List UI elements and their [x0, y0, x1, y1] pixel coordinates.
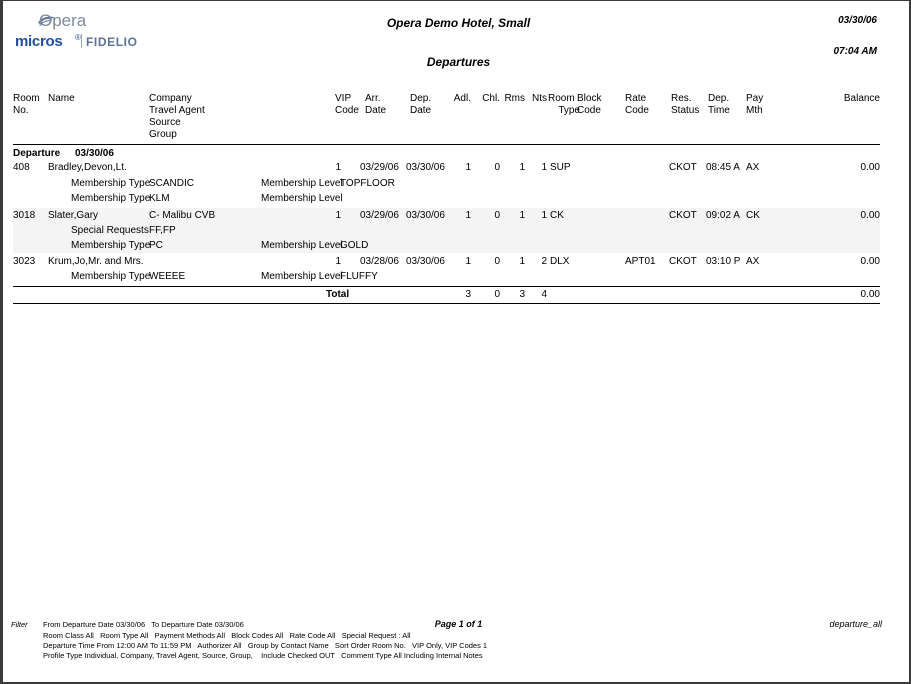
- col-header-source: Source: [149, 117, 181, 128]
- col-header-rms: Rms: [504, 93, 525, 104]
- cell-res-status: CKOT: [669, 162, 697, 173]
- col-header-arr: Arr.: [365, 93, 381, 104]
- col-header-res-status: Status: [671, 105, 700, 116]
- cell-room-type: SUP: [550, 162, 571, 173]
- cell-room-type: CK: [550, 210, 564, 221]
- cell-dep-time: 03:10 P: [706, 256, 741, 267]
- cell-chl: 0: [494, 256, 500, 267]
- cell-nts: 1: [541, 162, 547, 173]
- filter-line-4: Profile Type Individual, Company, Travel Agent, Source, Group, Include Checked OUT Comment Type All Including Internal Notes: [43, 651, 483, 660]
- cell-pay-mth: AX: [746, 162, 760, 173]
- cell-rms: 1: [519, 210, 525, 221]
- header-rule: [13, 144, 880, 145]
- cell-dep-time: 09:02 A: [706, 210, 740, 221]
- table-column-headers: [3, 93, 911, 138]
- logo-product-name: Opera: [39, 11, 87, 30]
- logo-divider: [81, 34, 82, 48]
- cell-chl: 0: [494, 162, 500, 173]
- col-header-adl: Adl.: [453, 93, 471, 104]
- cell-balance: 0.00: [860, 210, 880, 221]
- header-time: 07:04 AM: [833, 46, 877, 57]
- cell-adl: 1: [465, 162, 471, 173]
- registered-trademark-icon: ®: [75, 33, 81, 42]
- detail-value-right: FLUFFY: [340, 271, 378, 282]
- detail-value-right: GOLD: [340, 240, 369, 251]
- filter-line-1: From Departure Date 03/30/06 To Departure Date 03/30/06: [43, 620, 244, 629]
- col-header-chl: Chl.: [482, 93, 500, 104]
- detail-label: Membership Type: [71, 193, 151, 204]
- cell-res-status: CKOT: [669, 256, 697, 267]
- cell-vip-code: 1: [335, 162, 341, 173]
- col-header-nts: Nts: [532, 93, 547, 104]
- col-header-group: Group: [149, 129, 177, 140]
- col-header-company: Company: [149, 93, 192, 104]
- col-header-balance: Balance: [843, 93, 880, 104]
- col-header-block: Block: [577, 93, 602, 104]
- detail-value-right: TOPFLOOR: [340, 178, 395, 189]
- cell-name: Bradley,Devon,Lt.: [48, 162, 127, 173]
- cell-pay-mth: AX: [746, 256, 760, 267]
- col-header-pay-mth: Mth: [746, 105, 763, 116]
- detail-label-right: Membership Level: [261, 178, 343, 189]
- detail-value: KLM: [149, 193, 170, 204]
- header-date: 03/30/06: [838, 15, 877, 26]
- cell-name: Krum,Jo,Mr. and Mrs.: [48, 256, 144, 267]
- totals-adl: 3: [465, 289, 471, 300]
- cell-arr-date: 03/29/06: [360, 210, 399, 221]
- col-header-name: Name: [48, 93, 75, 104]
- cell-balance: 0.00: [860, 256, 880, 267]
- report-title: Departures: [426, 55, 491, 69]
- cell-adl: 1: [465, 210, 471, 221]
- cell-room-no: 3023: [13, 256, 36, 267]
- filter-line-2: Room Class All Room Type All Payment Methods All Block Codes All Rate Code All Special Request : All: [43, 631, 411, 640]
- totals-top-rule: [13, 286, 880, 287]
- cell-rms: 1: [519, 162, 525, 173]
- detail-value: WEEEE: [149, 271, 186, 282]
- detail-label-right: Membership Level: [261, 240, 343, 251]
- col-header-vip: VIP: [335, 93, 352, 104]
- hotel-title: Opera Demo Hotel, Small: [386, 16, 531, 30]
- cell-pay-mth: CK: [746, 210, 760, 221]
- col-header-pay: Pay: [746, 93, 764, 104]
- totals-bottom-rule: [13, 303, 880, 304]
- detail-label-right: Membership Level: [261, 271, 343, 282]
- col-header-travel-agent: Travel Agent: [149, 105, 205, 116]
- detail-label: Membership Type: [71, 178, 151, 189]
- cell-nts: 1: [541, 210, 547, 221]
- detail-label: Membership Type: [71, 271, 151, 282]
- filter-label: Filter: [11, 620, 28, 629]
- cell-room-no: 3018: [13, 210, 36, 221]
- logo-suite-name: FIDELIO: [86, 35, 138, 49]
- page-indicator: Page 1 of 1: [434, 619, 483, 629]
- col-header-dep-date: Date: [410, 105, 432, 116]
- report-id: departure_all: [829, 619, 882, 629]
- cell-res-status: CKOT: [669, 210, 697, 221]
- cell-room-no: 408: [13, 162, 30, 173]
- filter-line-3: Departure Time From 12:00 AM To 11:59 PM Authorizer All Group by Contact Name Sort Order Room No. VIP Only, VIP Codes 1: [43, 641, 488, 650]
- col-header-arr-date: Date: [365, 105, 387, 116]
- totals-rms: 3: [519, 289, 525, 300]
- cell-room-type: DLX: [550, 256, 570, 267]
- col-header-rate: Rate: [625, 93, 647, 104]
- col-header-block-code: Code: [577, 105, 601, 116]
- cell-chl: 0: [494, 210, 500, 221]
- cell-nts: 2: [541, 256, 547, 267]
- detail-value: SCANDIC: [149, 178, 195, 189]
- totals-chl: 0: [494, 289, 500, 300]
- cell-dep-date: 03/30/06: [406, 210, 445, 221]
- group-value: 03/30/06: [75, 148, 114, 159]
- group-label: Departure: [13, 148, 61, 159]
- detail-value: PC: [149, 240, 163, 251]
- cell-company: C- Malibu CVB: [149, 210, 216, 221]
- logo-company-name: micros: [15, 33, 63, 50]
- cell-adl: 1: [465, 256, 471, 267]
- col-header-room-type-line2: Type: [558, 105, 580, 116]
- totals-label: Total: [326, 289, 350, 300]
- detail-label: Membership Type: [71, 240, 151, 251]
- detail-label-right: Membership Level: [261, 193, 343, 204]
- cell-name: Slater,Gary: [48, 210, 99, 221]
- cell-vip-code: 1: [335, 210, 341, 221]
- detail-value: FF,FP: [149, 225, 176, 236]
- totals-balance: 0.00: [860, 289, 880, 300]
- col-header-room-no-line2: No.: [13, 105, 29, 116]
- col-header-dep: Dep.: [410, 93, 432, 104]
- col-header-res: Res.: [671, 93, 692, 104]
- col-header-vip-code: Code: [335, 105, 359, 116]
- cell-dep-date: 03/30/06: [406, 256, 445, 267]
- cell-dep-time: 08:45 A: [706, 162, 740, 173]
- col-header-dep-time-line2: Time: [708, 105, 730, 116]
- totals-nts: 4: [541, 289, 547, 300]
- cell-rms: 1: [519, 256, 525, 267]
- cell-vip-code: 1: [335, 256, 341, 267]
- cell-arr-date: 03/28/06: [360, 256, 399, 267]
- col-header-room-type: Room: [548, 93, 575, 104]
- col-header-rate-code: Code: [625, 105, 649, 116]
- col-header-room-no: Room: [13, 93, 40, 104]
- cell-arr-date: 03/29/06: [360, 162, 399, 173]
- cell-dep-date: 03/30/06: [406, 162, 445, 173]
- cell-balance: 0.00: [860, 162, 880, 173]
- col-header-dep-time: Dep.: [708, 93, 730, 104]
- detail-label: Special Requests: [71, 225, 149, 236]
- cell-block-code: APT01: [625, 256, 656, 267]
